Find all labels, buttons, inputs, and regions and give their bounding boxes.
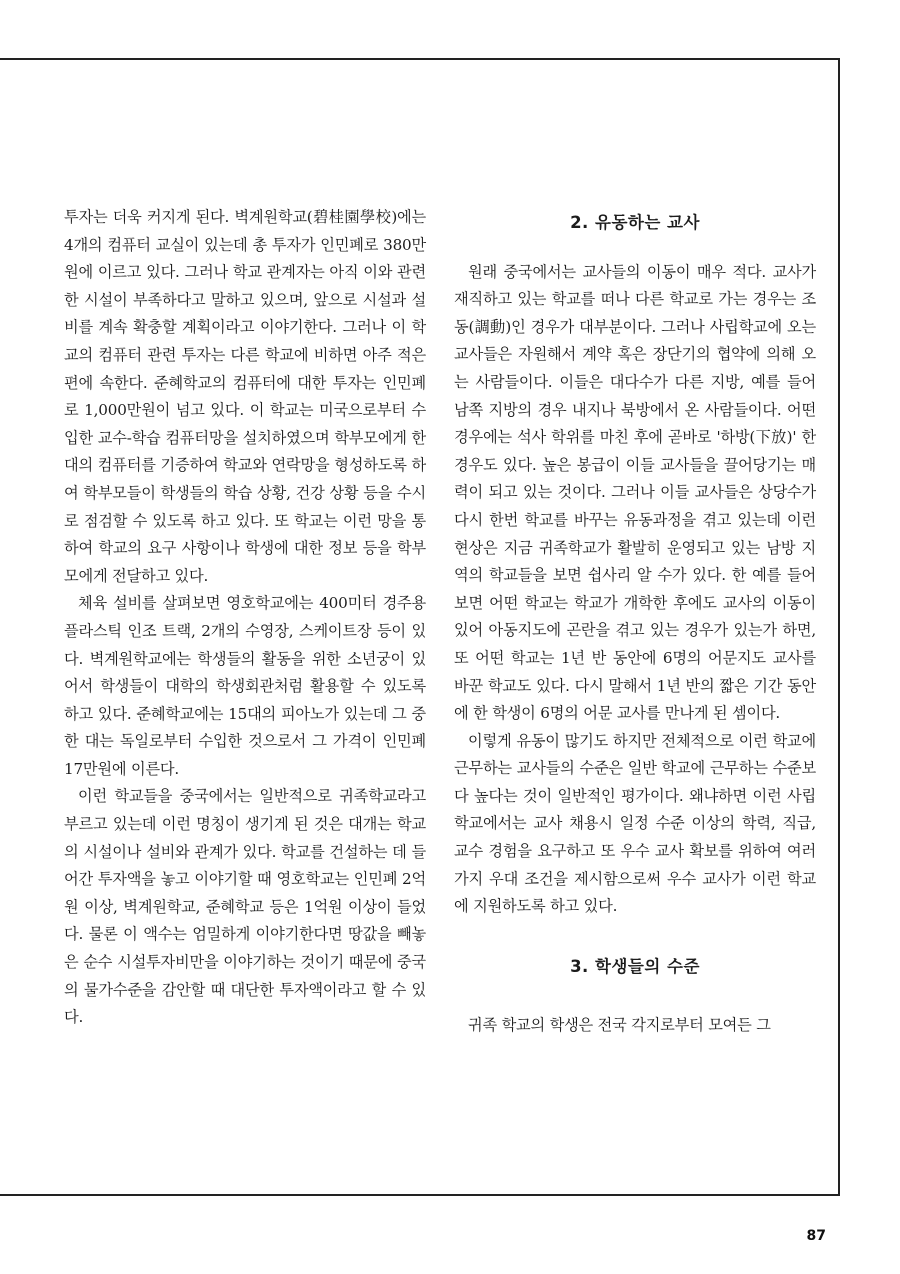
body-paragraph: 체육 설비를 살펴보면 영호학교에는 400미터 경주용 플라스틱 인조 트랙, 2개의 수영장, 스케이트장 등이 있다. 벽계원학교에는 학생들의 활동을 위한 소년궁이 있어서 학생들이 대학의 학생회관처럼 활용할 수 있도록 하고 있다. 준혜학교에는 15대의 피아노가 있는데 그 중 한 대는 독일로부터 수입한 것으로서 그 가격이 인민폐 17만원에 이른다.: [64, 594, 426, 778]
page-number: 87: [806, 1228, 826, 1244]
top-border-rule: [0, 58, 840, 60]
body-paragraph: 이런 학교들을 중국에서는 일반적으로 귀족학교라고 부르고 있는데 이런 명칭이 생기게 된 것은 대개는 학교의 시설이나 설비와 관계가 있다. 학교를 건설하는 데 들어간 투자액을 놓고 이야기할 때 영호학교는 인민폐 2억원 이상, 벽계원학교, 준혜학교 등은 1억원 이상이 들었다. 물론 이 액수는 엄밀하게 이야기한다면 땅값을 빼놓은 순수 시설투자비만을 이야기하는 것이기 때문에 중국의 물가수준을 감안할 때 대단한 투자액이라고 할 수 있다.: [64, 787, 426, 1027]
bottom-border-rule: [0, 1194, 840, 1196]
body-paragraph: 투자는 더욱 커지게 된다. 벽계원학교(碧桂園學校)에는 4개의 컴퓨터 교실이 있는데 총 투자가 인민폐로 380만원에 이르고 있다. 그러나 학교 관계자는 아직 이와 관련한 시설이 부족하다고 말하고 있으며, 앞으로 시설과 설비를 계속 확충할 계획이라고 이야기한다. 그러나 이 학교의 컴퓨터 관련 투자는 다른 학교에 비하면 아주 적은 편에 속한다. 준혜학교의 컴퓨터에 대한 투자는 인민폐로 1,000만원이 넘고 있다. 이 학교는 미국으로부터 수입한 교수-학습 컴퓨터망을 설치하였으며 학부모에게 한 대의 컴퓨터를 기증하여 학교와 연락망을 형성하도록 하여 학부모들이 학생들의 학습 상황, 건강 상황 등을 수시로 점검할 수 있도록 하고 있다. 또 학교는 이런 망을 통하여 학교의 요구 사항이나 학생에 대한 정보 등을 학부모에게 전달하고 있다.: [64, 208, 426, 585]
section-heading: 2. 유동하는 교사: [570, 213, 700, 232]
body-paragraph: 귀족 학교의 학생은 전국 각지로부터 모여든 그: [468, 1016, 771, 1035]
right-text-column: [454, 209, 816, 1040]
left-text-column: [64, 204, 426, 1032]
right-border-rule: [838, 58, 840, 1196]
body-paragraph: 이렇게 유동이 많기도 하지만 전체적으로 이런 학교에 근무하는 교사들의 수준은 일반 학교에 근무하는 수준보다 높다는 것이 일반적인 평가이다. 왜냐하면 이런 사립학교에서는 교사 채용시 일정 수준 이상의 학력, 직급, 교수 경험을 요구하고 또 우수 교사 확보를 위하여 여러 가지 우대 조건을 제시함으로써 우수 교사가 이런 학교에 지원하도록 하고 있다.: [454, 731, 816, 916]
section-heading: 3. 학생들의 수준: [570, 956, 700, 976]
body-paragraph: 원래 중국에서는 교사들의 이동이 매우 적다. 교사가 재직하고 있는 학교를 떠나 다른 학교로 가는 경우는 조동(調動)인 경우가 대부분이다. 그러나 사립학교에 오는 교사들은 자원해서 계약 혹은 장단기의 협약에 의해 오는 사람들이다. 이들은 대다수가 다른 지방, 예를 들어 남쪽 지방의 경우 내지나 북방에서 온 사람들이다. 어떤 경우에는 석사 학위를 마친 후에 곧바로 '하방(下放)' 한 경우도 있다. 높은 봉급이 이들 교사들을 끌어당기는 매력이 되고 있는 것이다. 그러나 이들 교사들은 상당수가 다시 한번 학교를 바꾸는 유동과정을 겪고 있는데 이런 현상은 지금 귀족학교가 활발히 운영되고 있는 남방 지역의 학교들을 보면 쉽사리 알 수가 있다. 한 예를 들어보면 어떤 학교는 학교가 개학한 후에도 교사의 이동이 있어 아동지도에 곤란을 겪고 있는 경우가 있는가 하면, 또 어떤 학교는 1년 반 동안에 6명의 어문지도 교사를 바꾼 학교도 있다. 다시 말해서 1년 반의 짧은 기간 동안에 한 학생이 6명의 어문 교사를 만나게 된 셈이다.: [454, 262, 816, 723]
